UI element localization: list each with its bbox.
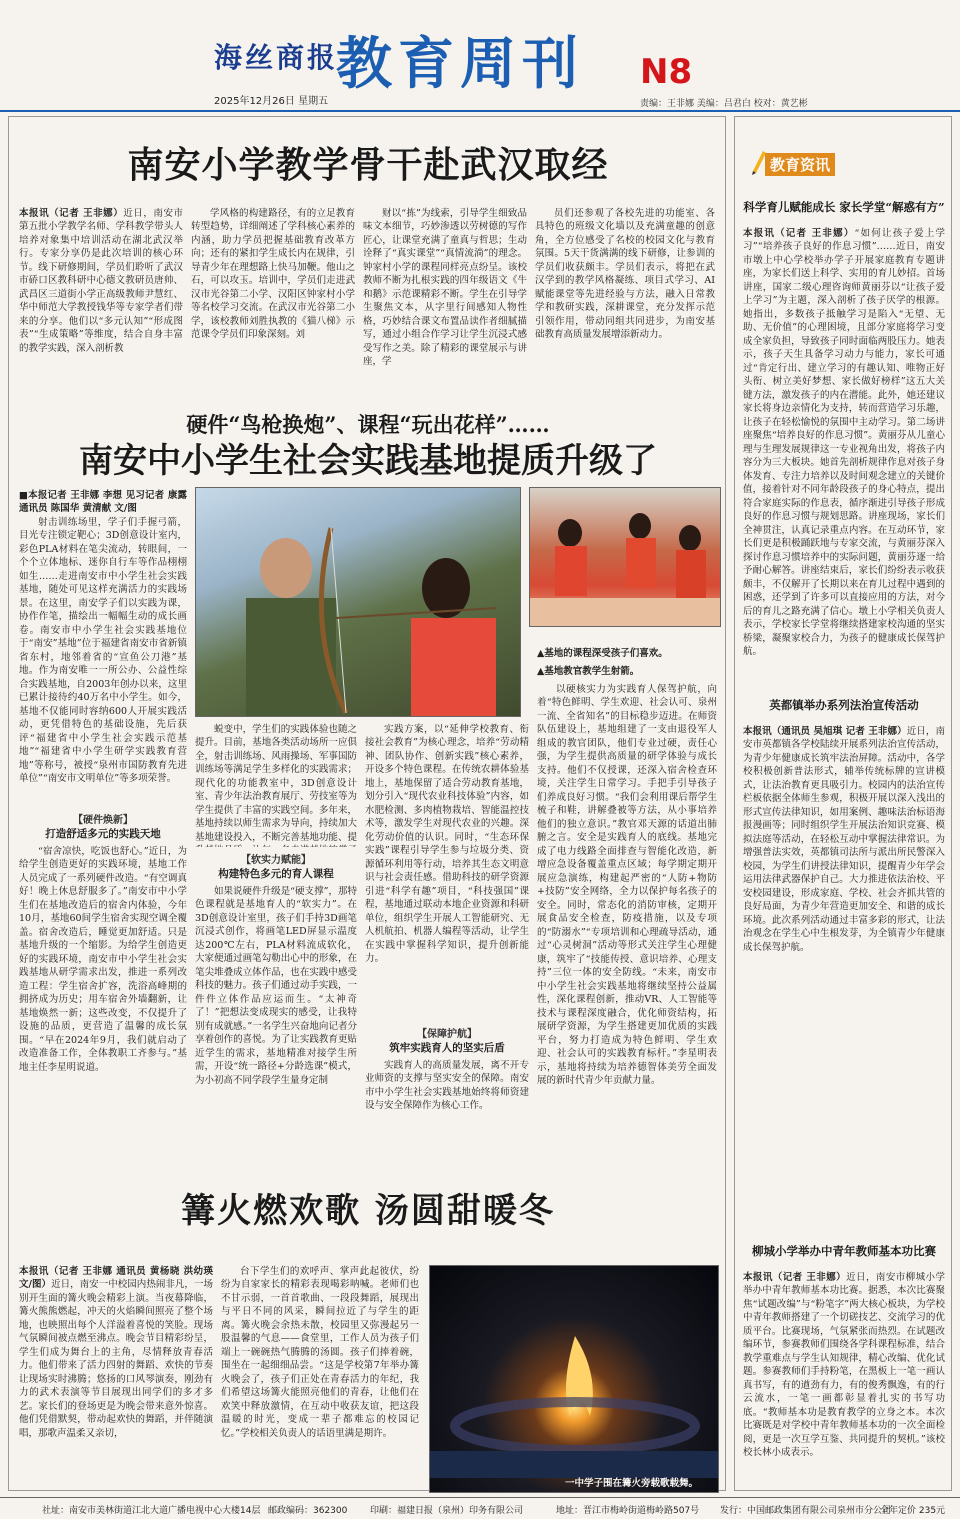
education-news-tag: 教育资讯: [765, 153, 835, 176]
masthead-divider: [0, 110, 960, 112]
bonfire-caption: 一中学子围在篝火旁载歌载舞。: [565, 1478, 699, 1489]
sidebar-news-briefs: [734, 116, 952, 1491]
article3-byline: 本报讯（记者 王非娜 通讯员 黄杨晓 洪幼瑛 文/图）: [19, 1266, 213, 1291]
article1-byline: 本报讯（记者 王非娜）: [19, 208, 124, 219]
article1-column-3: [363, 207, 527, 407]
brief3-text: 近日，南安市柳城小学举办中青年教师基本功比赛。据悉，本次比赛聚焦“试题改编”与“粉笔字”两大核心板块，为学校中青年教师搭建了一个切磋技艺、交流学习的优质平台。比赛现场，气氛紧张而热烈。在试题改编环节，参赛教师们围绕各学科课程标准，结合教学重难点与学生认知规律，精心改编、优化试题。参赛教师们手持粉笔，在黑板上一笔一画认真书写，有的遒劲有力，有的俊秀飘逸，有的行云流水，一笔一画都彰显着扎实的书写功底。“教师基本功是教育教学的立身之本。本次比赛既是对学校中青年教师基本功的一次全面检阅，更是一次互学互鉴、共同提升的契机。”该校校长林小成表示。: [743, 1272, 945, 1459]
article2-column-2: [195, 723, 357, 847]
edition-date: 2025年12月26日 星期五: [214, 96, 329, 107]
masthead: [0, 0, 960, 112]
article2-text-1b: “宿舍凉快，吃饭也舒心。”近日，为给学生创造更好的实践环境，基地工作人员完成了一系列硬件改造。“有空调真好！晚上休息舒服多了。”南安市中小学生们在基地改造后的宿舍内体验，今年10月，基地60间学生宿舍实现空调全覆盖。宿舍改造后，睡觉更加舒适。只是基地升级的一个缩影。为给学生创造更好的实践环境，南安市中小学生社会实践基地从研学需求出发，推进一系列改造工程：学生宿舍扩容，洗浴高峰期的拥挤成为历史；用车宿舍外墙翻新，让基地焕然一新；这些改变，不仅提升了设施的品质，更营造了温馨的成长氛围。“早在2024年9月，我们就启动了改造准备工作，全体教职工齐参与。”基地主任李星明说道。: [19, 846, 187, 1073]
brief2-headline: 英都镇举办系列法治宣传活动: [769, 698, 919, 712]
article2-column-4: [537, 683, 717, 1161]
editor-credits: 责编：王非娜 美编：吕君白 校对：黄艺彬: [640, 99, 808, 109]
article3-text-1: 近日，南安一中校园内热闹非凡，一场别开生面的篝火晚会精彩上演。当夜幕降临，篝火熊熊燃起，冲天的火焰瞬间照亮了整个场地，也映照出每个人洋溢着喜悦的笑脸。现场气氛瞬间被点燃至沸点。晚会节目精彩纷呈，学生们成为舞台上的主角，尽情释放青春活力。他们带来了活力四射的舞蹈、欢快的节奏让现场实时沸腾；悠扬的口风琴演奏，刚劲有力的武术表演等节目展现出同学们的多才多艺。家长们的登场更是为晚会带来意外惊喜。他们凭借默契，带动起欢快的舞蹈，并伴随演唱，那歌声温柔又亲切，: [19, 1279, 213, 1439]
brief1-headline: 科学育儿赋能成长 家长学堂“解惑有方”: [743, 200, 945, 214]
archery-scene-illustration: [196, 488, 521, 717]
article2-column-1: [19, 489, 187, 807]
brief2-text: 近日，南安市英都镇各学校陆续开展系列法治宣传活动，为青少年健康成长筑牢法治屏障。活动中，各学校积极创新普法形式，辅举传统标牌的宣讲模式，让法治教育更具吸引力。校园内的法治宣传栏板依据全体师生参观，积极开展以深入浅出的形式宣传法律知识，如用案例、趣味法治标语海报漫画等；同时组织学生开展法治知识竞赛、模拟法庭等活动，在轻松互动中掌握法律常识。为增强普法实效，英都镇司法所与派出所民警深入校园，为学生们讲授法律知识，提醒青少年学会运用法律武器保护自己。大力推进依法治校、平安校园建设，形成家庭、学校、社会齐抓共管的良好局面，为青少年营造更加安全、和谐的成长环境。此次系列活动通过丰富多彩的形式，让法治观念在学生心中生根发芽，为全镇青少年健康成长保驾护航。: [743, 726, 945, 953]
article2-text-4: 以硬核实力为实践育人保驾护航，向着“特色鲜明、学生欢迎、社会认可、泉州一流、全省知名”的目标稳步迈进。在师资队伍建设上，基地组建了一支由退役军人组成的教官团队，他们专业过硬，责任心强，为学生提供高质量的研学体验与成长支持。他们不仅授课，还深入宿舍检查环境，关注学生日常学习。手把手引导孩子们养成良好习惯。“我们会利用课后帮学生梳子和鞋，讲解叠被等方法，从小事培养他们的独立意识。”教官邓天源的话道出肺腑之言。安全是实践育人的底线。基地完成了电力线路全面排查与智能化改造，新增应急设备覆盖重点区域；每学期定期开展应急演练，构建起严密的“人防+物防+技防”安全网络，全力以保护每名孩子的安全。同时，常态化的消防审核，定期开展食品安全检查，防疫措施，以及专项的“防溺水”“专项培训和心理疏导活动，通过“心灵树洞”活动等形式关注学生心理健康，筑牢了“技能传授、意识培养、心理支持”三位一体的安全防线。“未来，南安市中小学生社会实践基地将继续坚持公益属性，深化课程创新，推动VR、人工智能等技术与课程深度融合，优化师资结构，拓展研学资源，为学生搭建更加优质的实践平台，努力打造成为特色鲜明、学生欢迎、社会认可的实践教育标杆。”李星明表示，基地将持续为培养德智体美劳全面发展的新时代青少年贡献力量。: [537, 684, 717, 1087]
article3-column-1: [19, 1265, 213, 1489]
section-title: 教育周刊: [336, 32, 584, 97]
page-number: N8: [640, 52, 693, 92]
brief1-text: “如何让孩子爱上学习”“培养孩子良好的作息习惯”……近日，南安市墩上中心学校举办学子开展家庭教育专题讲座，为家长们送上科学、实用的育儿妙招。首场讲座，国家二级心理咨询师黄丽芬以“让孩子爱上学习”为主题，深入剖析了孩子厌学的根源。她指出，多数孩子抵触学习是陷入“无望、无助、无价值”的心理困境，且部分家庭将学习变成全家负担，导致孩子同时面临两股压力。她表示，孩子天生具备学习动力与能力，家长可通过“肯定行出、建立学习的有趣认知、唯物正好头衔、树立美好梦想、家长做好榜样”这五大关键方法，激发孩子的内在潜能。此外，她还建议家长将身边亲情化为支持，转而营造学习乐趣，让孩子在轻松愉悦的氛围中主动学习。第二场讲座聚焦“培养良好的作息习惯”。黄丽芬从儿童心理与生理发展规律这一专业视角出发，将孩子内容分为三大板块。她首先剖析规律作息对孩子身体发育、专注力培养以及时间观念建立的关键价值，接着针对不同年龄段孩子的身心特点，提出符合家庭实际的作息表，循序渐进引导孩子形成良好的作息习惯与规划思路。讲座现场，家长们全神贯注，认真记录重点内容。在互动环节，家长们更是积极踊跃地与专家交流，与黄丽芬深入探讨作息习惯培养中的实际问题，黄丽芬逐一给予耐心解答。讲座结束后，家长们纷纷表示收获颇丰，不仅解开了长期以来在育儿过程中遇到的困惑，还学到了许多可以直接应用的方法，对今后的育儿之路充满了信心。墩上小学相关负责人表示，学校家长学堂将继续搭建家校沟通的坚实桥梁，凝聚家校合力，为孩子的健康成长保驾护航。: [743, 228, 945, 658]
brief3-headline: 柳城小学举办中青年教师基本功比赛: [752, 1244, 936, 1258]
subhead-2-title: 构建特色多元的育人课程: [218, 868, 334, 880]
brief2-byline: 本报讯（通讯员 吴旭琪 记者 王非娜）: [743, 726, 907, 737]
brief3-body: [743, 1271, 945, 1481]
article2-subhead-1: [19, 811, 187, 841]
brief3-byline: 本报讯（记者 王非娜）: [743, 1272, 847, 1283]
photo-caption-1: ▲基地的课程深受孩子们喜欢。: [537, 648, 668, 659]
subhead-3-title: 筑牢实践育人的坚实后盾: [389, 1042, 505, 1054]
photo-bonfire: [429, 1265, 719, 1493]
footer-address: 社址：南安市美林街道江北大道广播电视中心大楼14层: [42, 1506, 261, 1516]
photo-kids-activity: [529, 487, 721, 627]
kids-activity-illustration: [530, 488, 721, 627]
footer: [0, 1497, 960, 1519]
footer-printer-address: 地址：晋江市梅岭街道梅岭路507号: [556, 1506, 700, 1516]
footer-postcode: 邮政编码：362300: [268, 1506, 348, 1516]
article3-text-2: 台下学生们的欢呼声、掌声此起彼伏，纷纷为自家家长的精彩表现喝彩呐喊。老师们也不甘示弱，一首首歌曲、一段段舞蹈，展现出与平日不同的风采，瞬间拉近了与学生的距离。篝火晚会余热未散，校园里又弥漫起另一股温馨的气息——食堂里，工作人员为孩子们端上一碗碗热气腾腾的汤圆。孩子们捧着碗，围坐在一起细细品尝。“这是学校第7年举办篝火晚会了，孩子们正处在青春活力的年纪，我们希望这场篝火能照亮他们的青春，让他们在欢笑中释放激情，在互动中收获友谊，把这段温暖的时光，变成一辈子都难忘的校园记忆。”学校相关负责人的话语里满是期许。: [221, 1266, 419, 1439]
footer-printer: 印刷：福建日报（泉州）印务有限公司: [370, 1506, 524, 1516]
article2-text-3b: 实践育人的高质量发展，离不开专业师资的支撑与坚实安全的保障。南安市中小学生社会实践基地始终将师资建设与安全保障作为核心工作。: [365, 1060, 529, 1112]
article2-headline: 南安中小学生社会实践基地提质升级了: [79, 441, 657, 481]
subhead-1-title: 打造舒适多元的实践天地: [45, 828, 161, 840]
article3-column-2: [221, 1265, 419, 1489]
subhead-2-tag: 【软实力赋能】: [241, 855, 311, 866]
article1-text-2: 学风格的构建路径，有的立足教育转型趋势，详细阐述了学科核心素养的内涵，助力学员把握基础教育改革方向；还有的紧扣学生成长内在规律，引导青少年在理想路上快马加鞭。他山之石，可以攻玉。培训中，学员们走进武汉市光谷第二小学、汉阳区钟家村小学等名校学习交流。在武汉市光谷第二小学，该校教师刘胜执教的《猫八梯》示范课令学员们印象深刻。刘: [191, 208, 355, 341]
photo-archery-training: [195, 487, 521, 717]
article1-text-4: 员们还参观了各校先进的功能室、各具特色的班级文化墙以及充满童趣的创意角，全方位感受了名校的校园文化与教育氛围。5天干货满满的线下研修，让参训的学员们收获颇丰。学员们表示，将把在武汉学到的教学风格凝练、项目式学习、AI赋能课堂等先进经验与方法，融入日常教学和教研实践，深耕课堂，充分发挥示范引领作用，带动同组共同进步，为南安基础教育高质量发展增添新动力。: [535, 208, 715, 341]
article1-column-1: [19, 207, 183, 407]
photo-caption-2: ▲基地教官教学生射箭。: [537, 666, 640, 677]
article2-column-3b: [365, 1059, 529, 1161]
article2-text-2b: 如果说硬件升级是“硬支撑”，那特色课程就是基地育人的“软实力”。在3D创意设计室里，孩子们手持3D画笔沉浸式创作，将画笔LED屏显示温度达200℃左右，PLA材料流成软化，大家便通过画笔勾勒出心中的形象，在笔尖堆叠成立体作品，也在实践中感受科技的魅力。孩子们通过动手实践，一件件立体作品应运而生。“太神奇了！”把想法变成现实的感受，让我特别有成就感。”一名学生兴奋地向记者分享着创作的喜悦。为了让实践教育更贴近学生的需求，基地精准对接学生所需，开设“统一路径+分龄选课”模式，为小初高不同学段学生量身定制: [195, 886, 357, 1086]
article2-column-3: [365, 723, 529, 1021]
brief1-byline: 本报讯（记者 王非娜）: [743, 228, 855, 239]
footer-distributor: 发行：中国邮政集团有限公司泉州市分公司: [720, 1506, 892, 1516]
article2-column-1b: [19, 845, 187, 1161]
article1-text-3: 财以“拣”为线索，引导学生细致品味文本细节，巧妙渗透以劳树德的写作匠心，让课堂充满了童真与哲思；生动诠释了“真实课堂”“真情流淌”的理念。钟家村小学的课程同样亮点纷呈。该校教师不断为扎根实践的四年级语文《牛和鹅》示范课精彩不断。学生在引导学生聚焦文本，从字里行间感知人物性格，巧妙结合课文布置品读作者细腻描写，通过小组合作学习让学生沉浸式感受写作之美。除了精彩的课堂展示与讲座，学: [363, 208, 527, 368]
footer-price: 全年定价 235元: [880, 1506, 946, 1516]
article2-column-2b: [195, 885, 357, 1161]
article2-kicker: 硬件“鸟枪换炮”、课程“玩出花样”……: [186, 412, 550, 437]
article2-text-2: 蜕变中，学生们的实践体验也随之提升。目前，基地各类活动场所一应俱全，射击训练场、风雨操场、军事国防训练场等满足学生多样化的实践需求；现代化的功能教室中，3D创意设计室、青少年法治教育展厅、劳技室等为学生提供了丰富的实践空间。多年来，基地持续以师生需求为导向，持续加大基地建设投入，不断完善基地功能、提: [195, 724, 357, 843]
subhead-3-tag: 【保障护航】: [417, 1029, 477, 1040]
article2-subhead-3: [365, 1025, 529, 1055]
main-content: [8, 116, 726, 1491]
article2-text-3: 实践方案，以“延伸学校教育、衔接社会教育”为核心理念，培养“劳动精神、团队协作、创新实践”核心素养，开设多个特色课程。在传统农耕体验基地上，基地保留了适合劳动教育基地，划分引入“现代农业科技体验”内容，如水肥检测、多肉植物栽培、智能温控技术等，激发学生对现代农业的兴趣。深化劳动价值的认识。同时，“生态环保实践”课程引导学生参与垃圾分类、资源循环利用等行动，培养其生态文明意识与社会责任感。借助科技的研学资源引进“科学有趣”项目，“科技强国”课程，基地通过联动本地企业资源和科研单位，组织学生开展人工智能研究、无人机航拍、机器人编程等活动，让学生在实践中掌握科学知识，提升创新能力。: [365, 724, 529, 965]
article3-headline: 篝火燃欢歌 汤圆甜暖冬: [181, 1191, 555, 1231]
article2-text-1: 射击训练场里，学子们手握弓箭，目光专注锁定靶心；3D创意设计室内，彩色PLA材料在笔尖流动，转眼间，一个个立体地标、迷你自行车等作品栩栩如生……走进南安市中小学生社会实践基地，随处可见这样充满活力的实践场景。在这里，南安学子们以实践为课，协作作笔，描绘出一幅幅生动的成长画卷。南安市中小学生社会实践基地位于“南安”基地”位于福建省南安市省新镇省东村，地邻着省的“宣鱼公刀港”基地。作为南安唯一一所公办、公益性综合实践基地，自2003年创办以来，这里已累计接待约40万名中小学生。如今，基地不仅能同时容纳600人开展实践活动，更凭借特色的基础设施，先后获评“福建省中小学生社会实践示范基地”“福建省中小学生研学实践教育营地”等称号，被授“泉州市国防教育先进单位”“南安市文明单位”等多项荣誉。: [19, 516, 187, 785]
brief1-body: [743, 227, 945, 729]
article2-byline: ■本报记者 王非娜 李想 见习记者 康露 通讯员 陈国华 黄清献 文/图: [19, 490, 187, 515]
article1-headline: 南安小学教学骨干赴武汉取经: [127, 144, 609, 186]
subhead-1-tag: 【硬件焕新】: [73, 815, 133, 826]
article1-column-2: [191, 207, 355, 407]
article2-subhead-2: [195, 851, 357, 881]
newspaper-brand: 海丝商报: [214, 41, 339, 74]
brief2-body: [743, 725, 945, 1227]
article1-text-1: 近日，南安市第五批小学教学名师、学科教学带头人培养对象集中培训活动在湖北武汉举行。专家分享仍是此次培训的核心环节。线下研修期间，学员们聆听了武汉市硚口区教科研中心德文教研员唐帅、武昌区三道街小学正高级教师尹慧红、华中师范大学教授钱华等专家学者们带来的分享。他们以“多元认知”“形成图表”“生成策略”等维度，结合自身丰富的教学实践，深入剖析教: [19, 208, 183, 354]
article1-column-4: [535, 207, 715, 407]
bonfire-scene-illustration: [430, 1266, 719, 1478]
